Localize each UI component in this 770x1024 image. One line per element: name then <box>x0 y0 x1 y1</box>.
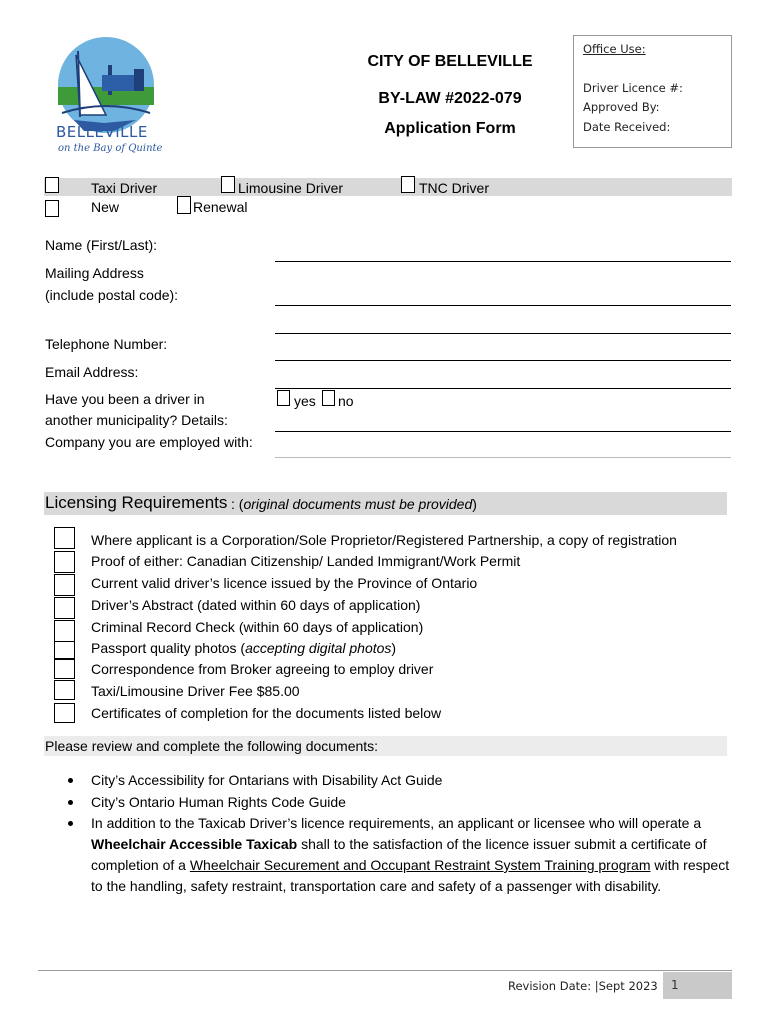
bylaw-title: BY-LAW #2022-079 <box>378 90 522 107</box>
requirement-checkbox-4[interactable] <box>54 597 75 619</box>
name-field[interactable] <box>275 261 731 262</box>
requirement-3: Current valid driver’s licence issued by the Province of Ontario <box>91 575 478 591</box>
office-use-title: Office Use: <box>583 42 646 56</box>
no-checkbox[interactable] <box>322 390 335 406</box>
mailing-address-field-2[interactable] <box>275 333 731 334</box>
form-title: Application Form <box>384 120 516 137</box>
office-received-label: Date Received: <box>583 120 671 134</box>
no-label: no <box>338 393 354 409</box>
taxi-driver-label: Taxi Driver <box>91 180 158 196</box>
review-title: Please review and complete the following documents: <box>45 738 379 754</box>
city-logo <box>44 35 164 160</box>
requirement-checkbox-6[interactable] <box>54 641 75 659</box>
city-title: CITY OF BELLEVILLE <box>367 53 533 70</box>
office-licence-label: Driver Licence #: <box>583 81 683 95</box>
requirement-1: Where applicant is a Corporation/Sole Proprietor/Registered Partnership, a copy of registration <box>91 532 677 548</box>
bullet-wheelchair: In addition to the Taxicab Driver’s licence requirements, an applicant or licensee who will operate a Wheelchair Accessible Taxicab shall to the satisfaction of the licence issuer submit a certificate of completion of a Wheelchair Securement and Occupant Restraint System Training program with respect to the handling, safety restraint, transportation care and safety of a passenger with disability. <box>91 815 730 894</box>
logo-name: BELLEVILLE <box>56 123 148 141</box>
requirement-4: Driver’s Abstract (dated within 60 days of application) <box>91 597 421 613</box>
bullet-2 <box>68 800 73 805</box>
page-number: 1 <box>671 978 679 992</box>
office-approved-label: Approved By: <box>583 100 660 114</box>
requirement-6: Passport quality photos (accepting digital photos) <box>91 640 397 656</box>
bullet-1 <box>68 778 73 783</box>
licensing-title: Licensing Requirements <box>45 493 228 512</box>
tnc-driver-checkbox[interactable] <box>401 176 415 193</box>
requirement-9: Certificates of completion for the documents listed below <box>91 705 442 721</box>
company-label: Company you are employed with: <box>45 434 253 450</box>
office-use-box <box>573 35 732 148</box>
renewal-label: Renewal <box>193 199 248 215</box>
postal-code-label: (include postal code): <box>45 287 179 303</box>
requirement-checkbox-7[interactable] <box>54 659 75 679</box>
licensing-header <box>44 492 727 515</box>
other-municipality-field[interactable] <box>275 431 731 432</box>
page-number-box <box>663 972 732 999</box>
other-municipality-label-2: another municipality? Details: <box>45 412 228 428</box>
bullet-accessibility: City’s Accessibility for Ontarians with Disability Act Guide <box>91 772 443 788</box>
requirement-checkbox-9[interactable] <box>54 703 75 723</box>
logo-tagline: on the Bay of Quinte <box>58 143 163 154</box>
telephone-field[interactable] <box>275 360 731 361</box>
requirement-5: Criminal Record Check (within 60 days of application) <box>91 619 424 635</box>
new-label: New <box>91 199 120 215</box>
requirement-checkbox-1[interactable] <box>54 527 75 549</box>
taxi-driver-checkbox[interactable] <box>45 177 59 193</box>
company-field[interactable] <box>275 457 731 458</box>
renewal-checkbox[interactable] <box>177 196 191 214</box>
revision-date: Revision Date: |Sept 2023 <box>508 979 658 993</box>
limousine-driver-checkbox[interactable] <box>221 176 235 193</box>
licensing-note: : (original documents must be provided) <box>231 496 477 512</box>
bullet-human-rights: City’s Ontario Human Rights Code Guide <box>91 794 346 810</box>
name-label: Name (First/Last): <box>45 237 158 253</box>
footer-rule <box>38 970 732 971</box>
requirement-checkbox-2[interactable] <box>54 551 75 573</box>
requirement-checkbox-5[interactable] <box>54 620 75 642</box>
other-municipality-label-1: Have you been a driver in <box>45 391 205 407</box>
requirement-7: Correspondence from Broker agreeing to employ driver <box>91 661 434 677</box>
yes-label: yes <box>294 393 316 409</box>
new-checkbox[interactable] <box>45 200 59 217</box>
yes-checkbox[interactable] <box>277 390 290 406</box>
requirement-checkbox-3[interactable] <box>54 574 75 596</box>
telephone-label: Telephone Number: <box>45 336 168 352</box>
requirement-2: Proof of either: Canadian Citizenship/ Landed Immigrant/Work Permit <box>91 553 521 569</box>
requirement-8: Taxi/Limousine Driver Fee $85.00 <box>91 683 300 699</box>
email-field[interactable] <box>275 388 731 389</box>
tnc-driver-label: TNC Driver <box>419 180 489 196</box>
limousine-driver-label: Limousine Driver <box>238 180 344 196</box>
email-label: Email Address: <box>45 364 139 380</box>
requirement-checkbox-8[interactable] <box>54 680 75 700</box>
mailing-address-label: Mailing Address <box>45 265 144 281</box>
mailing-address-field-1[interactable] <box>275 305 731 306</box>
bullet-3 <box>68 821 73 826</box>
